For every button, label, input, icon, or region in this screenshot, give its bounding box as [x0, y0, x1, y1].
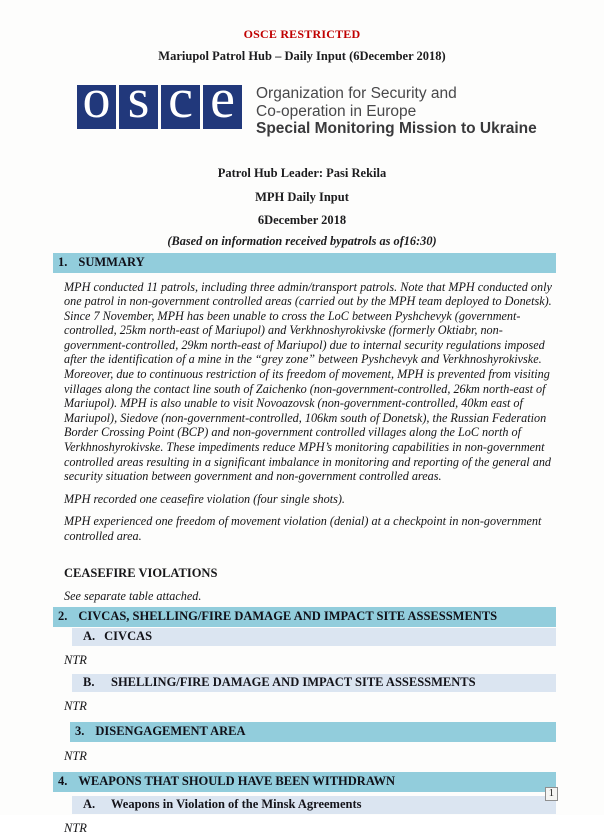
osce-logo [77, 68, 604, 138]
document-title: Mariupol Patrol Hub – Daily Input (6December 2018) [158, 49, 446, 63]
subsection-letter: A. [83, 629, 96, 644]
section-title: WEAPONS THAT SHOULD HAVE BEEN WITHDRAWN [78, 774, 396, 789]
patrol-hub-leader: Patrol Hub Leader: Pasi Rekila [217, 165, 387, 180]
section-2b-heading [72, 674, 556, 692]
org-name-line2: Co-operation in Europe [256, 102, 417, 120]
section-2-heading [53, 607, 556, 627]
section-2a-body: NTR [64, 653, 87, 668]
section-number: 3. [75, 724, 85, 739]
osce-wordmark [256, 85, 537, 138]
summary-paragraph-1: MPH conducted 11 patrols, including three admin/transport patrols. Note that MPH conducted only one patrol in non-government controlled areas (carried out by the MPH team deployed to Donetsk). Since 7 November, MPH has been unable to cross the LoC between Pyshchevyk (government-controlled, 25km north-east of Mariupol) and Verkhnoshyrokivske (formerly Oktiabr, non-government-controlled, 29km north-east of Mariupol) due to internal security regulations imposed after the identification of a mine in the “grey zone” between Pyshchevyk and Verkhnoshyrokivske. Moreover, due to continuous restriction of its freedom of movement, MPH is prevented from visiting villages along the contact line south of Zaichenko (non-government-controlled, 26km north-east of Mariupol). MPH is also unable to visit Novoazovsk (non-government-controlled, 40km east of Mariupol), Siedove (non-government-controlled, 106km south of Donetsk), the Russian Federation Border Crossing Point (BCP) and non-government controlled villages along the LoC north of Verkhnoshyrokivske. These impediments reduce MPH’s monitoring capabilities in non-government controlled areas resulting in a significant imbalance in monitoring and reporting of the general and security situation between government and non-government controlled areas. [64, 279, 552, 484]
section-title: CIVCAS, SHELLING/FIRE DAMAGE AND IMPACT SITE ASSESSMENTS [78, 609, 498, 624]
report-subtitle: MPH Daily Input [255, 189, 349, 204]
section-3-body: NTR [64, 749, 87, 764]
osce-logo-square [203, 68, 242, 130]
section-4a-heading [72, 796, 556, 814]
osce-logo-letter: o [82, 68, 111, 130]
subsection-title: Weapons in Violation of the Minsk Agreements [111, 797, 362, 812]
section-number: 1. [58, 254, 68, 269]
org-name-line1: Organization for Security and [256, 85, 457, 102]
osce-logo-letter: s [127, 68, 150, 130]
osce-logo-square [119, 68, 158, 130]
osce-logo-square [161, 68, 200, 130]
subsection-title: CIVCAS [104, 629, 153, 644]
section-title: DISENGAGEMENT AREA [95, 724, 246, 739]
section-3-heading [70, 722, 556, 742]
subsection-title: SHELLING/FIRE DAMAGE AND IMPACT SITE ASSESSMENTS [111, 675, 476, 690]
section-number: 2. [58, 609, 68, 624]
osce-logo-squares [77, 68, 245, 130]
summary-paragraph-3: MPH experienced one freedom of movement violation (denial) at a checkpoint in non-government controlled area. [64, 514, 542, 543]
section-4a-body: NTR [64, 821, 87, 836]
section-title: SUMMARY [78, 254, 145, 269]
section-2a-heading [72, 628, 556, 646]
report-date: 6December 2018 [257, 212, 347, 227]
section-4-heading [53, 772, 556, 792]
ceasefire-violations-heading: CEASEFIRE VIOLATIONS [64, 565, 218, 580]
osce-logo-square [77, 68, 116, 130]
summary-paragraph-2: MPH recorded one ceasefire violation (four single shots). [64, 491, 345, 506]
osce-logo-letter: e [210, 68, 235, 130]
mission-name: Special Monitoring Mission to Ukraine [256, 120, 537, 137]
subsection-letter: A. [83, 797, 96, 812]
based-on-note: (Based on information received bypatrols as of16:30) [167, 233, 437, 248]
section-number: 4. [58, 774, 68, 789]
page-number: 1 [545, 787, 558, 801]
subsection-letter: B. [83, 675, 95, 690]
section-1-heading [53, 253, 556, 273]
ceasefire-violations-note: See separate table attached. [64, 588, 202, 603]
classification-banner: OSCE RESTRICTED [243, 27, 361, 41]
osce-logo-letter: c [168, 68, 193, 130]
section-2b-body: NTR [64, 699, 87, 714]
